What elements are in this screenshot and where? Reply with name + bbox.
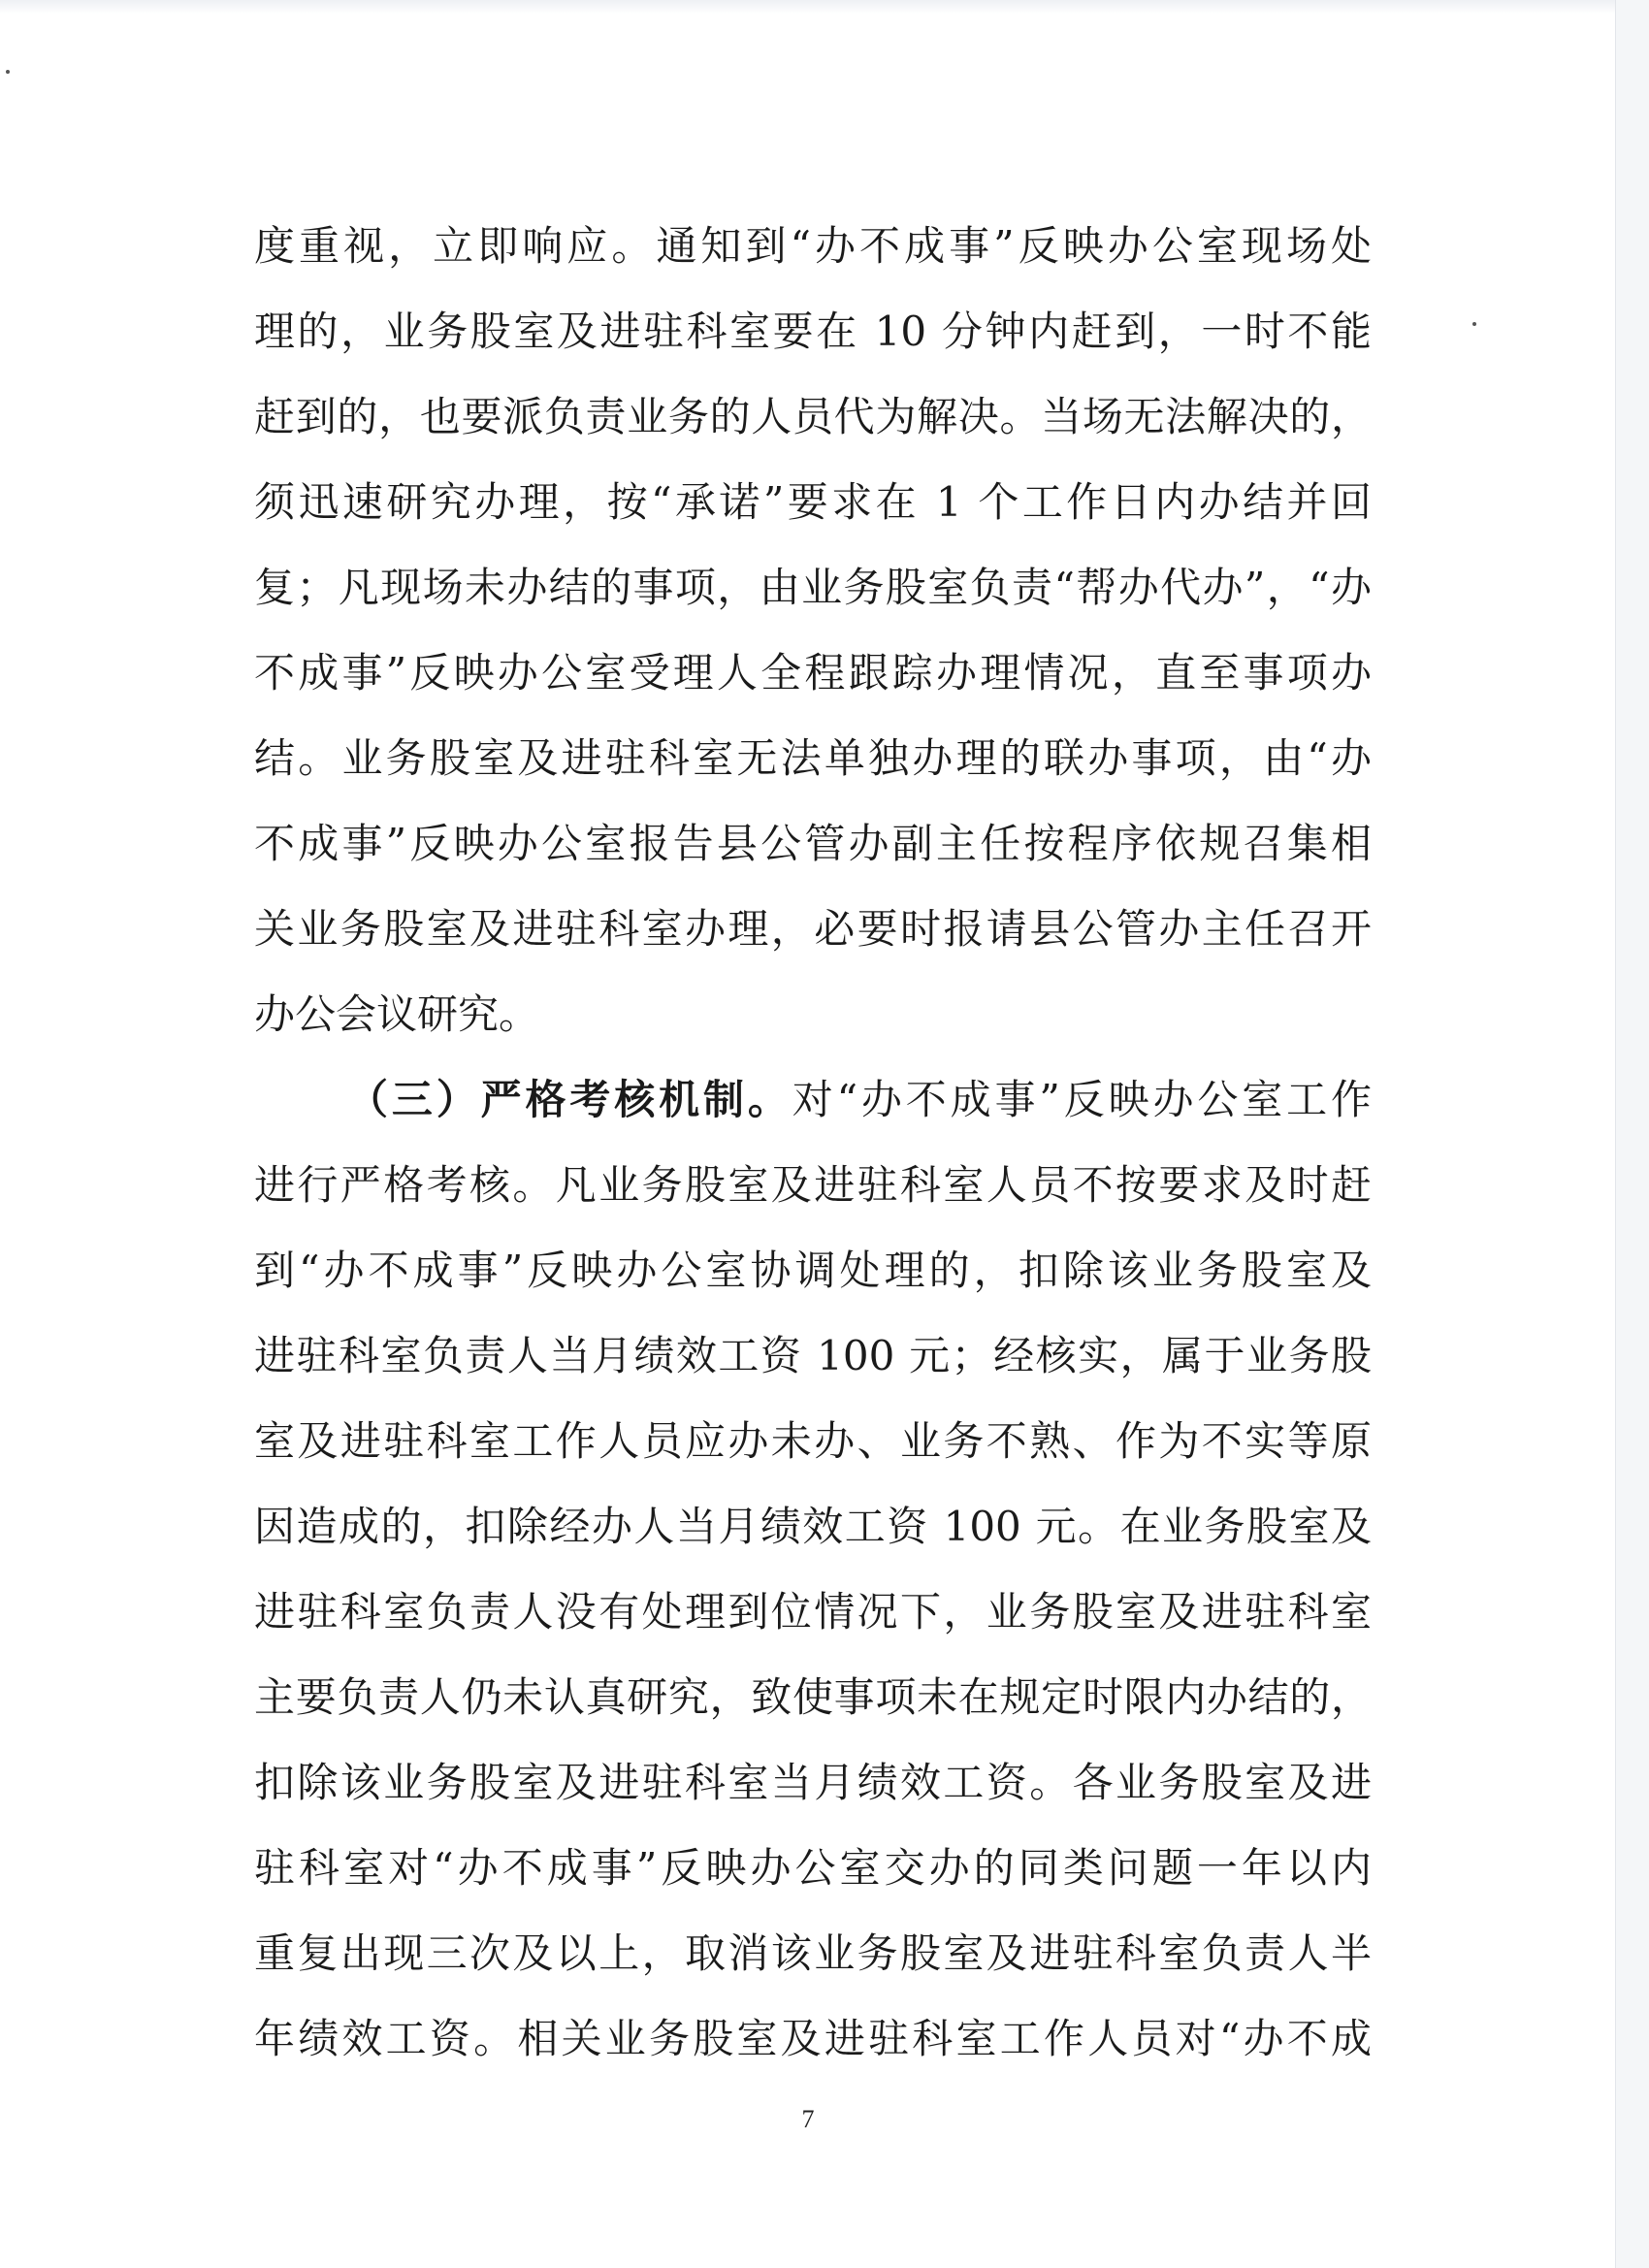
text-line: 进驻科室负责人当月绩效工资 100 元；经核实，属于业务股 — [254, 1332, 1372, 1379]
text-line: 到“办不成事”反映办公室协调处理的，扣除该业务股室及 — [254, 1247, 1372, 1294]
section-3-first-line — [254, 1057, 1372, 1143]
text-line: 须迅速研究办理，按“承诺”要求在 1 个工作日内办结并回 — [254, 478, 1372, 526]
section-3-heading: （三）严格考核机制。 — [347, 1076, 792, 1123]
text-line: 赶到的，也要派负责业务的人员代为解决。当场无法解决的， — [254, 393, 1372, 440]
text-line: 重复出现三次及以上，取消该业务股室及进驻科室负责人半 — [254, 1929, 1372, 1977]
text-line: 进行严格考核。凡业务股室及进驻科室人员不按要求及时赶 — [254, 1161, 1372, 1209]
text-line: 度重视，立即响应。通知到“办不成事”反映办公室现场处 — [254, 222, 1372, 270]
text-line: 关业务股室及进驻科室办理，必要时报请县公管办主任召开 — [254, 905, 1372, 953]
scan-top-edge — [0, 0, 1649, 14]
text-line: 主要负责人仍未认真研究，致使事项未在规定时限内办结的， — [254, 1673, 1372, 1721]
paragraph-1 — [254, 204, 1372, 1057]
document-body — [254, 204, 1372, 2082]
page-number: 7 — [801, 2105, 815, 2133]
text-line: 扣除该业务股室及进驻科室当月绩效工资。各业务股室及进 — [254, 1759, 1372, 1806]
text-line: 年绩效工资。相关业务股室及进驻科室工作人员对“办不成 — [254, 2015, 1372, 2062]
text-line: 不成事”反映办公室受理人全程跟踪办理情况，直至事项办 — [254, 649, 1372, 697]
text-line: 室及进驻科室工作人员应办未办、业务不熟、作为不实等原 — [254, 1417, 1372, 1465]
text-line: 理的，业务股室及进驻科室要在 10 分钟内赶到，一时不能 — [254, 308, 1372, 355]
text-line: 驻科室对“办不成事”反映办公室交办的同类问题一年以内 — [254, 1844, 1372, 1892]
scan-speck — [1472, 322, 1476, 326]
text-line: 不成事”反映办公室报告县公管办副主任按程序依规召集相 — [254, 820, 1372, 867]
scan-right-edge — [1615, 0, 1649, 2268]
text-line: 复；凡现场未办结的事项，由业务股室负责“帮办代办”，“办 — [254, 564, 1372, 611]
section-3-heading-rest: 对“办不成事”反映办公室工作 — [792, 1076, 1372, 1123]
section-3-paragraph — [254, 1057, 1372, 2082]
text-line: 办公会议研究。 — [254, 990, 540, 1038]
text-line: 结。业务股室及进驻科室无法单独办理的联办事项，由“办 — [254, 734, 1372, 782]
text-line: 进驻科室负责人没有处理到位情况下，业务股室及进驻科室 — [254, 1588, 1372, 1636]
scan-speck — [6, 70, 10, 74]
text-line: 因造成的，扣除经办人当月绩效工资 100 元。在业务股室及 — [254, 1503, 1372, 1550]
